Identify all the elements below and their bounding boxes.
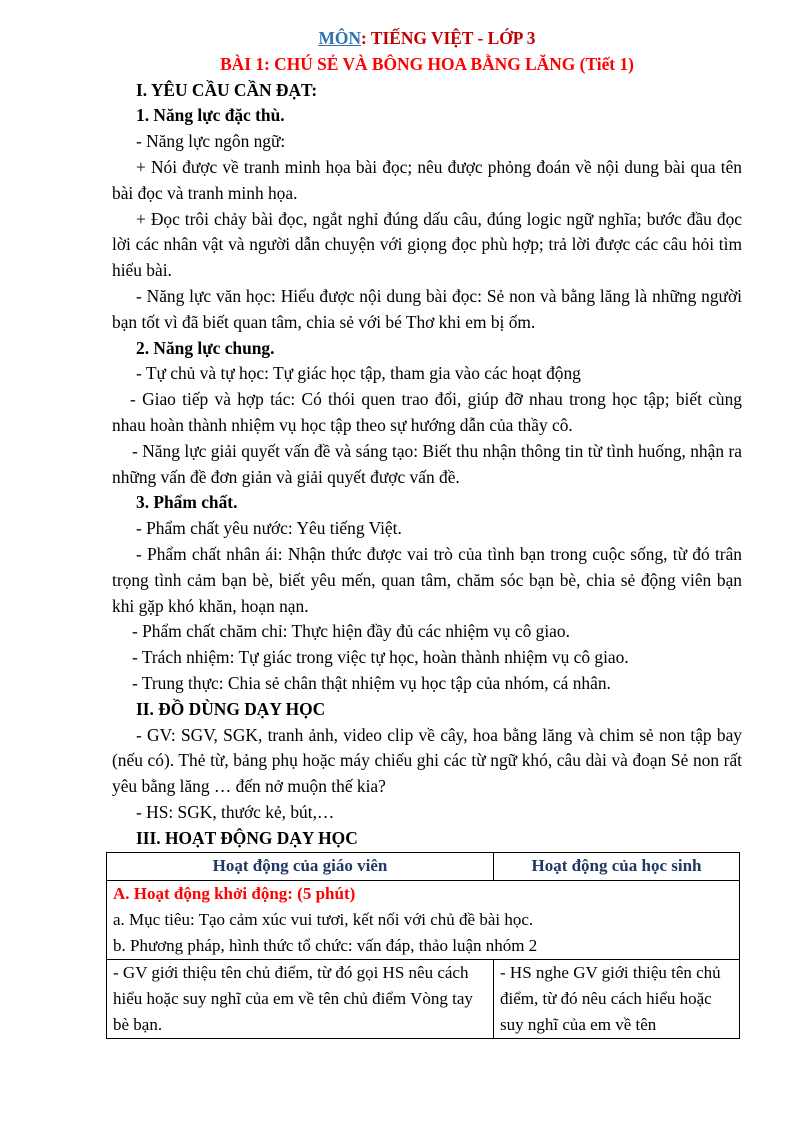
document-page xyxy=(112,26,742,852)
subsection-2-heading: 2. Năng lực chung. xyxy=(136,337,275,358)
paragraph: - Phẩm chất yêu nước: Yêu tiếng Việt. xyxy=(136,518,402,539)
student-cell: - HS nghe GV giới thiệu tên chủ điểm, từ đó nêu cách hiểu hoặc suy nghĩ của em về tên xyxy=(494,960,740,1039)
paragraph: - Tự chủ và tự học: Tự giác học tập, tham gia vào các hoạt động xyxy=(136,363,581,384)
table-header-row xyxy=(107,853,740,881)
subject-prefix: MÔN xyxy=(318,28,362,48)
part-a-title: A. Hoạt động khởi động: (5 phút) xyxy=(113,884,356,903)
lesson-title: BÀI 1: CHÚ SẺ VÀ BÔNG HOA BẰNG LĂNG (Tiết 1) xyxy=(220,53,634,74)
paragraph: - Trách nhiệm: Tự giác trong việc tự học, hoàn thành nhiệm vụ cô giao. xyxy=(132,647,629,668)
paragraph: - Năng lực ngôn ngữ: xyxy=(136,131,286,152)
paragraph: - Năng lực giải quyết vấn đề và sáng tạo: Biết thu nhận thông tin từ tình huống, nhận ra những vấn đề đơn giản và giải quyết được vấn đề. xyxy=(112,440,742,487)
part-a-method: b. Phương pháp, hình thức tổ chức: vấn đáp, thảo luận nhóm 2 xyxy=(113,936,538,955)
paragraph: + Đọc trôi chảy bài đọc, ngắt nghỉ đúng dấu câu, đúng logic ngữ nghĩa; bước đầu đọc lời các nhân vật và người dẫn chuyện với giọng đọc phù hợp; trả lời được các câu hỏi tìm hiểu bài. xyxy=(112,208,742,281)
paragraph: - Phẩm chất nhân ái: Nhận thức được vai trò của tình bạn trong cuộc sống, từ đó trân trọng tình cảm bạn bè, biết yêu mến, quan tâm, chăm sóc bạn bè, chia sẻ động viên bạn khi gặp khó khăn, hoạn nạn. xyxy=(112,543,742,616)
paragraph: - Giao tiếp và hợp tác: Có thói quen trao đổi, giúp đỡ nhau trong học tập; biết cùng nhau hoàn thành nhiệm vụ học tập theo sự hướng dẫn của thầy cô. xyxy=(112,389,742,435)
subsection-1-heading: 1. Năng lực đặc thù. xyxy=(136,105,285,126)
paragraph: - GV: SGV, SGK, tranh ảnh, video clip về cây, hoa bằng lăng và chim sẻ non tập bay (nếu có). Thẻ từ, bảng phụ hoặc máy chiếu ghi các từ ngữ khó, câu dài và đoạn Sẻ non rất yêu bằng lăng … đến nở muộn thế kia? xyxy=(112,724,742,797)
part-a-cell xyxy=(107,881,740,960)
paragraph: - HS: SGK, thước kẻ, bút,… xyxy=(136,801,335,822)
subject-rest: : TIẾNG VIỆT - LỚP 3 xyxy=(361,28,536,48)
section1-heading: I. YÊU CẦU CẦN ĐẠT: xyxy=(136,79,318,100)
subsection-3-heading: 3. Phẩm chất. xyxy=(136,492,238,513)
student-column-header: Hoạt động của học sinh xyxy=(494,853,740,881)
teacher-cell: - GV giới thiệu tên chủ điểm, từ đó gọi HS nêu cách hiểu hoặc suy nghĩ của em về tên chủ điểm Vòng tay bè bạn. xyxy=(107,960,494,1039)
subject-heading xyxy=(112,26,742,52)
section3-heading: III. HOẠT ĐỘNG DẠY HỌC xyxy=(136,827,358,848)
activity-table xyxy=(106,852,740,1039)
table-row xyxy=(107,881,740,960)
table-row xyxy=(107,960,740,1039)
teacher-column-header: Hoạt động của giáo viên xyxy=(107,853,494,881)
paragraph: - Năng lực văn học: Hiểu được nội dung bài đọc: Sẻ non và bằng lăng là những người bạn tốt vì đã biết quan tâm, chia sẻ với bé Thơ khi em bị ốm. xyxy=(112,285,742,332)
paragraph: - Phẩm chất chăm chỉ: Thực hiện đầy đủ các nhiệm vụ cô giao. xyxy=(132,621,570,642)
paragraph: - Trung thực: Chia sẻ chân thật nhiệm vụ học tập của nhóm, cá nhân. xyxy=(132,672,611,693)
paragraph: + Nói được về tranh minh họa bài đọc; nêu được phỏng đoán về nội dung bài qua tên bài đọc và tranh minh họa. xyxy=(112,156,742,203)
part-a-goal: a. Mục tiêu: Tạo cảm xúc vui tươi, kết nối với chủ đề bài học. xyxy=(113,910,534,929)
section2-heading: II. ĐỒ DÙNG DẠY HỌC xyxy=(136,698,326,719)
